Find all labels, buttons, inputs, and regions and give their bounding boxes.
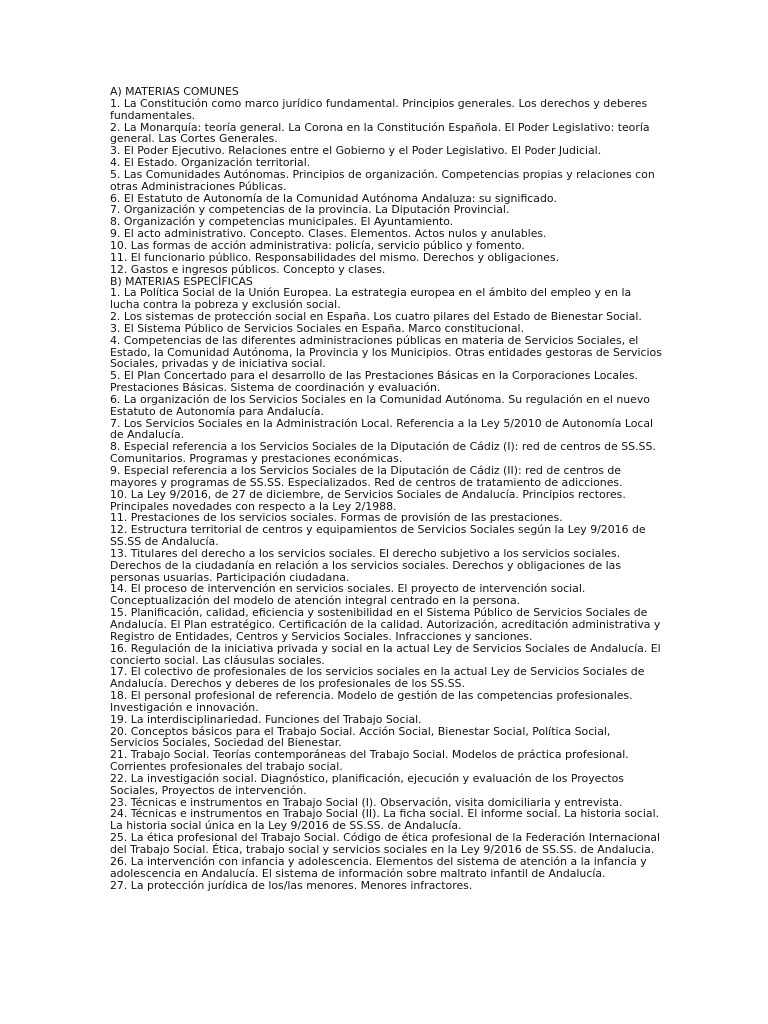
syllabus-item: 26. La intervención con infancia y adolescencia. Elementos del sistema de atención a la infancia y adolescencia en Andalucía. El sistema de información sobre maltrato infantil de Andalucía. xyxy=(110,854,647,880)
syllabus-item: 4. El Estado. Organización territorial. xyxy=(110,156,311,170)
section-heading: A) MATERIAS COMUNES xyxy=(110,85,239,98)
syllabus-item: 22. La investigación social. Diagnóstico, planificación, ejecución y evaluación de los Proyectos Sociales, Proyectos de intervención. xyxy=(110,771,624,797)
syllabus-item: 5. El Plan Concertado para el desarrollo de las Prestaciones Básicas en la Corporaciones Locales. Prestaciones Básicas. Sistema de coordinación y evaluación. xyxy=(110,369,638,395)
syllabus-item: 3. El Sistema Público de Servicios Sociales en España. Marco constitucional. xyxy=(110,321,525,335)
syllabus-item: 27. La protección jurídica de los/las menores. Menores infractores. xyxy=(110,878,473,892)
syllabus-item: 1. La Constitución como marco jurídico fundamental. Principios generales. Los derechos y deberes fundamentales. xyxy=(110,96,648,122)
syllabus-item: 21. Trabajo Social. Teorías contemporáneas del Trabajo Social. Modelos de práctica profesional. Corrientes profesionales del trabajo social. xyxy=(110,748,629,774)
syllabus-item: 8. Organización y competencias municipales. El Ayuntamiento. xyxy=(110,215,454,229)
syllabus-item: 4. Competencias de las diferentes administraciones públicas en materia de Servicios Sociales, el Estado, la Comunidad Autónoma, la Provincia y los Municipios. Otras entidades gestoras de Servicios Sociales, privadas y de iniciativa social. xyxy=(110,333,662,371)
syllabus-item: 25. La ética profesional del Trabajo Social. Código de ética profesional de la Federación Internacional del Trabajo Social. Ética, trabajo social y servicios sociales en la Ley 9/2016 de SS.SS. de Andalucia. xyxy=(110,831,660,856)
syllabus-item: 23. Técnicas e instrumentos en Trabajo Social (I). Observación, visita domiciliaria y entrevista. xyxy=(110,795,623,809)
syllabus-item: 12. Gastos e ingresos públicos. Concepto y clases. xyxy=(110,262,386,276)
syllabus-item: 18. El personal profesional de referencia. Modelo de gestión de las competencias profesionales. Investigación e innovación. xyxy=(110,689,633,714)
syllabus-item: 9. Especial referencia a los Servicios Sociales de la Diputación de Cádiz (II): red de centros de mayores y programas de SS.SS. Especializados. Red de centros de tratamiento de adicciones. xyxy=(110,464,623,489)
syllabus-item: 1. La Política Social de la Unión Europea. La estrategia europea en el ámbito del empleo y en la lucha contra la pobreza y exclusión social. xyxy=(110,286,632,312)
syllabus-item: 6. El Estatuto de Autonomía de la Comunidad Autónoma Andaluza: su significado. xyxy=(110,191,557,205)
syllabus-item: 19. La interdisciplinariedad. Funciones del Trabajo Social. xyxy=(110,712,422,726)
syllabus-item: 6. La organización de los Servicios Sociales en la Comunidad Autónoma. Su regulación en el nuevo Estatuto de Autonomía para Andalucía. xyxy=(110,392,650,418)
syllabus-item: 10. La Ley 9/2016, de 27 de diciembre, de Servicios Sociales de Andalucía. Principios rectores. Principales novedades con respecto a la Ley 2/1988. xyxy=(110,487,626,513)
syllabus-item: 10. Las formas de acción administrativa: policía, servicio público y fomento. xyxy=(110,238,525,252)
syllabus-item: 5. Las Comunidades Autónomas. Principios de organización. Competencias propias y relaciones con otras Administraciones Públicas. xyxy=(110,167,655,193)
syllabus-item: 8. Especial referencia a los Servicios Sociales de la Diputación de Cádiz (I): red de centros de SS.SS. Comunitarios. Programas y prestaciones económicas. xyxy=(110,440,656,466)
syllabus-item: 16. Regulación de la iniciativa privada y social en la actual Ley de Servicios Sociales de Andalucía. El concierto social. Las cláusulas sociales. xyxy=(110,641,661,667)
syllabus-item: 7. Organización y competencias de la provincia. La Diputación Provincial. xyxy=(110,203,510,217)
syllabus-item: 13. Titulares del derecho a los servicios sociales. El derecho subjetivo a los servicios sociales. Derechos de la ciudadanía en relación a los servicios sociales. Derechos y obligaciones de las personas usuarias. Participación ciudadana. xyxy=(110,546,621,584)
syllabus-item: 24. Técnicas e instrumentos en Trabajo Social (II). La ficha social. El informe social. La historia social. La historia social única en la Ley 9/2016 de SS.SS. de Andalucía. xyxy=(110,807,660,833)
syllabus-item: 2. La Monarquía: teoría general. La Corona en la Constitución Española. El Poder Legislativo: teoría general. Las Cortes Generales. xyxy=(110,120,650,146)
section-heading: B) MATERIAS ESPECÍFICAS xyxy=(110,274,253,288)
syllabus-item: 7. Los Servicios Sociales en la Administración Local. Referencia a la Ley 5/2010 de Autonomía Local de Andalucía. xyxy=(110,416,654,442)
syllabus-item: 11. Prestaciones de los servicios sociales. Formas de provisión de las prestaciones. xyxy=(110,511,563,525)
document-body xyxy=(110,86,662,891)
syllabus-item: 2. Los sistemas de protección social en España. Los cuatro pilares del Estado de Bienestar Social. xyxy=(110,310,642,324)
syllabus-item: 12. Estructura territorial de centros y equipamientos de Servicios Sociales según la Ley 9/2016 de SS.SS de Andalucía. xyxy=(110,523,646,549)
syllabus-item: 3. El Poder Ejecutivo. Relaciones entre el Gobierno y el Poder Legislativo. El Poder Judicial. xyxy=(110,144,602,158)
syllabus-item: 17. El colectivo de profesionales de los servicios sociales en la actual Ley de Servicios Sociales de Andalucía. Derechos y deberes de los profesionales de los SS.SS. xyxy=(110,665,645,691)
syllabus-item: 15. Planificación, calidad, eficiencia y sostenibilidad en el Sistema Público de Servicios Sociales de Andalucía. El Plan estratégico. Certificación de la calidad. Autorización, acreditación administrativa y Registro de Entidades, Centros y Servicios Sociales. Infracciones y sanciones. xyxy=(110,606,661,643)
syllabus-item: 11. El funcionario público. Responsabilidades del mismo. Derechos y obligaciones. xyxy=(110,250,560,264)
syllabus-item: 9. El acto administrativo. Concepto. Clases. Elementos. Actos nulos y anulables. xyxy=(110,227,547,241)
syllabus-item: 20. Conceptos básicos para el Trabajo Social. Acción Social, Bienestar Social, Política Social, Servicios Sociales, Sociedad del Bienestar. xyxy=(110,724,611,750)
syllabus-item: 14. El proceso de intervención en servicios sociales. El proyecto de intervención social. Conceptualización del modelo de atención integral centrado en la persona. xyxy=(110,582,586,608)
